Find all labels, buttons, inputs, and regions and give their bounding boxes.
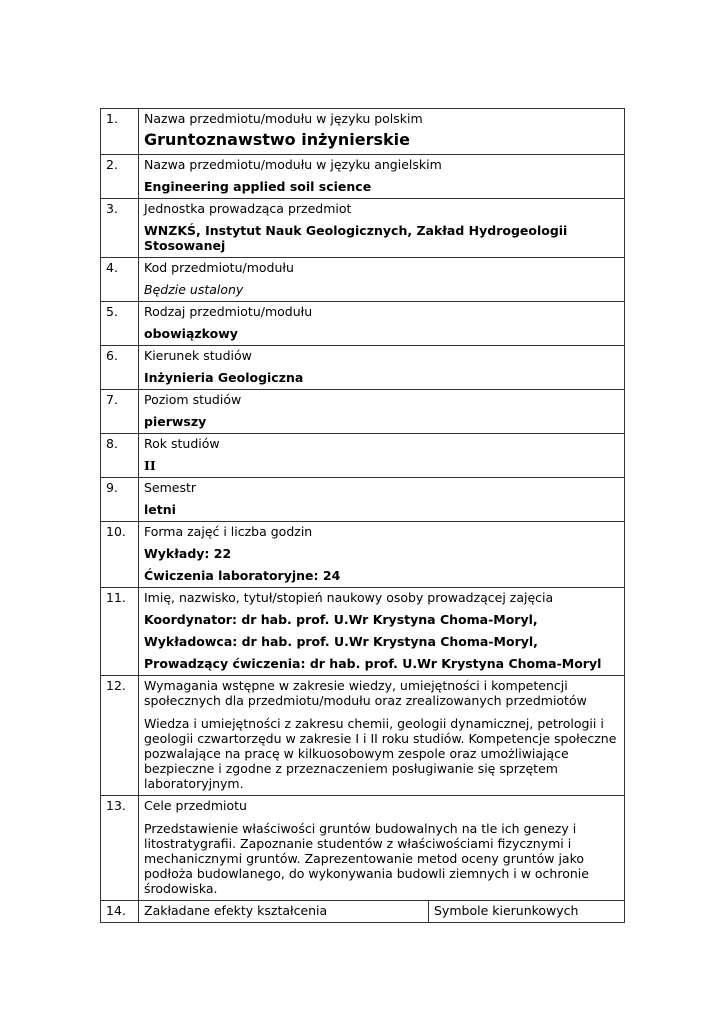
coordinator: Koordynator: dr hab. prof. U.Wr Krystyna Choma-Moryl, xyxy=(144,612,538,627)
course-objectives-text: Przedstawienie właściwości gruntów budowalnych na tle ich genezy i litostratygrafii. Zapoznanie studentów z właściwościami fizycznymi i mechanicznymi gruntów. Zaprezentowanie metod oceny gruntów jako podłoża budowlanego, do wykonywania budowli ziemnych i w ochronie środowiska. xyxy=(144,821,589,896)
row-number: 13. xyxy=(101,796,139,901)
prerequisites-text: Wiedza i umiejętności z zakresu chemii, geologii dynamicznej, petrologii i geologii czwartorzędu w zakresie I i II roku studiów. Kompetencje społeczne pozwalające na pracę w kilkuosobowym zespole oraz umożliwiające bezpieczne i zgodne z przeznaczeniem posługiwanie się sprzętem laboratoryjnym. xyxy=(144,716,617,791)
year-of-study: II xyxy=(144,458,156,473)
field-of-study: Inżynieria Geologiczna xyxy=(144,370,304,385)
row-number: 12. xyxy=(101,676,139,796)
row-content xyxy=(139,478,625,522)
table-row xyxy=(101,302,625,346)
table-row xyxy=(101,109,625,155)
row-content xyxy=(139,346,625,390)
table-row xyxy=(101,258,625,302)
row-number: 10. xyxy=(101,522,139,588)
lab-instructor: Prowadzący ćwiczenia: dr hab. prof. U.Wr Krystyna Choma-Moryl xyxy=(144,656,602,671)
field-label: Forma zajęć i liczba godzin xyxy=(144,524,313,539)
field-label: Rodzaj przedmiotu/modułu xyxy=(144,304,313,319)
field-label: Wymagania wstępne w zakresie wiedzy, umiejętności i kompetencji społecznych dla przedmiotu/modułu oraz zrealizowanych przedmiotów xyxy=(144,678,587,708)
table-row xyxy=(101,434,625,478)
lab-hours: Ćwiczenia laboratoryjne: 24 xyxy=(144,568,341,583)
semester: letni xyxy=(144,502,176,517)
row-number: 5. xyxy=(101,302,139,346)
row-number: 8. xyxy=(101,434,139,478)
direction-symbols-header: Symbole kierunkowych xyxy=(429,901,625,923)
row-content xyxy=(139,302,625,346)
row-content xyxy=(139,155,625,199)
field-label: Jednostka prowadząca przedmiot xyxy=(144,201,352,216)
field-label: Imię, nazwisko, tytuł/stopień naukowy osoby prowadzącej zajęcia xyxy=(144,590,554,605)
row-content xyxy=(139,676,625,796)
row-content xyxy=(139,390,625,434)
lecture-hours: Wykłady: 22 xyxy=(144,546,232,561)
field-label: Nazwa przedmiotu/modułu w języku angielskim xyxy=(144,157,442,172)
table-row xyxy=(101,522,625,588)
row-number: 3. xyxy=(101,199,139,258)
row-number: 7. xyxy=(101,390,139,434)
row-number: 14. xyxy=(101,901,139,923)
teaching-unit: WNZKŚ, Instytut Nauk Geologicznych, Zakład Hydrogeologii Stosowanej xyxy=(144,223,568,253)
field-label: Kierunek studiów xyxy=(144,348,252,363)
row-content xyxy=(139,109,625,155)
table-row xyxy=(101,390,625,434)
row-content xyxy=(139,434,625,478)
syllabus-table xyxy=(100,108,625,923)
row-number: 6. xyxy=(101,346,139,390)
course-type: obowiązkowy xyxy=(144,326,238,341)
field-label: Poziom studiów xyxy=(144,392,242,407)
table-row xyxy=(101,588,625,676)
row-content xyxy=(139,522,625,588)
lecturer: Wykładowca: dr hab. prof. U.Wr Krystyna Choma-Moryl, xyxy=(144,634,538,649)
course-code: Będzie ustalony xyxy=(144,282,244,297)
table-row xyxy=(101,199,625,258)
learning-outcomes-header: Zakładane efekty kształcenia xyxy=(139,901,429,923)
field-label: Kod przedmiotu/modułu xyxy=(144,260,294,275)
row-content xyxy=(139,588,625,676)
row-number: 2. xyxy=(101,155,139,199)
row-content xyxy=(139,258,625,302)
field-label: Rok studiów xyxy=(144,436,220,451)
table-row xyxy=(101,796,625,901)
table-row xyxy=(101,346,625,390)
table-row xyxy=(101,901,625,923)
study-level: pierwszy xyxy=(144,414,207,429)
table-row xyxy=(101,676,625,796)
table-row xyxy=(101,478,625,522)
field-label: Nazwa przedmiotu/modułu w języku polskim xyxy=(144,111,423,126)
field-label: Semestr xyxy=(144,480,197,495)
row-content xyxy=(139,796,625,901)
row-number: 4. xyxy=(101,258,139,302)
row-number: 11. xyxy=(101,588,139,676)
row-number: 1. xyxy=(101,109,139,155)
course-name-polish: Gruntoznawstwo inżynierskie xyxy=(144,130,410,149)
row-number: 9. xyxy=(101,478,139,522)
table-row xyxy=(101,155,625,199)
row-content xyxy=(139,199,625,258)
course-name-english: Engineering applied soil science xyxy=(144,179,372,194)
field-label: Cele przedmiotu xyxy=(144,798,247,813)
